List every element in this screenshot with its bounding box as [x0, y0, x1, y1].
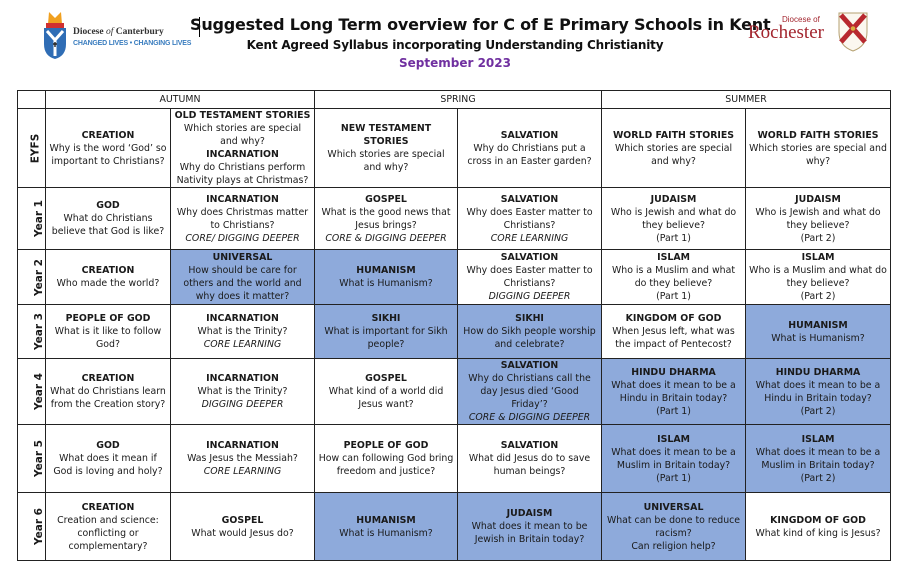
unit-question: What kind of a world did Jesus want? [328, 386, 444, 410]
table-row [18, 188, 891, 250]
unit-title: GOSPEL [365, 193, 407, 205]
unit-title: ISLAM [801, 252, 835, 263]
unit-title: KINGDOM OF GOD [770, 514, 866, 526]
table-row [18, 425, 891, 493]
year-label: Year 1 [33, 200, 45, 237]
unit-note: CORE & DIGGING DEEPER [325, 232, 447, 244]
unit-title: INCARNATION [206, 373, 279, 384]
unit-title: CREATION [81, 129, 135, 141]
unit-question: What did Jesus do to save human beings? [468, 453, 591, 477]
unit-question: Why do Christians perform Nativity plays at Christmas? [176, 162, 309, 186]
canterbury-name: Diocese of Canterbury [73, 27, 164, 37]
unit-title: CREATION [81, 501, 135, 513]
unit-cell [458, 493, 602, 561]
unit-cell [458, 188, 602, 250]
unit-note: CORE & DIGGING DEEPER [468, 412, 591, 423]
unit-question: Why does Easter matter to Christians? [466, 206, 593, 231]
unit-title: PEOPLE OF GOD [65, 313, 151, 324]
unit-cell [171, 359, 315, 425]
unit-cell [315, 109, 458, 188]
unit-cell [458, 250, 602, 305]
unit-part: (Part 1) [656, 291, 691, 302]
unit-note: DIGGING DEEPER [488, 291, 571, 302]
unit-title: HINDU DHARMA [631, 366, 716, 378]
unit-question: What is the Trinity? [197, 386, 288, 397]
corner-cell [18, 91, 46, 109]
unit-question: What do Christians learn from the Creation story? [50, 386, 166, 410]
year-label-cell [18, 305, 46, 359]
unit-question: How should be care for others and the world and why does it matter? [183, 265, 302, 302]
unit-cell [46, 493, 171, 561]
unit-part: (Part 1) [656, 405, 691, 417]
long-term-overview-table [17, 90, 891, 561]
unit-title: SIKHI [371, 313, 401, 324]
unit-part: (Part 2) [800, 405, 836, 417]
unit-question: Why is the word ‘God’ so important to Christians? [49, 142, 167, 167]
unit-cell [746, 359, 891, 425]
page-date: September 2023 [399, 56, 511, 70]
unit-title: KINGDOM OF GOD [625, 313, 722, 324]
table-row [18, 359, 891, 425]
unit-cell [46, 305, 171, 359]
unit-title: JUDAISM [506, 508, 553, 519]
unit-question: Who is a Muslim and what do they believe? [612, 265, 736, 289]
year-label-cell [18, 109, 46, 188]
table-row [18, 305, 891, 359]
canterbury-tagline: CHANGED LIVES • CHANGING LIVES [73, 40, 192, 47]
unit-title: SALVATION [500, 252, 559, 263]
unit-question: What is the good news that Jesus brings? [321, 206, 451, 231]
season-header-spring: SPRING [315, 91, 602, 109]
table-body [18, 109, 891, 561]
unit-title: CREATION [81, 373, 135, 384]
unit-question: Why do Christians call the day Jesus died ‘Good Friday’? [468, 373, 591, 410]
unit-title: INCARNATION [206, 313, 279, 324]
unit-cell [315, 188, 458, 250]
unit-part: (Part 2) [800, 472, 836, 484]
unit-question: Why does Easter matter to Christians? [466, 265, 593, 289]
unit-cell [315, 493, 458, 561]
year-label: Year 4 [33, 373, 45, 410]
unit-note: DIGGING DEEPER [201, 399, 284, 410]
year-label: Year 6 [33, 508, 45, 545]
unit-question: How do Sikh people worship and celebrate? [463, 326, 596, 350]
unit-note: CORE/ DIGGING DEEPER [185, 232, 300, 244]
season-header-autumn: AUTUMN [46, 91, 315, 109]
unit-cell [746, 188, 891, 250]
unit-cell [46, 109, 171, 188]
unit-cell [602, 493, 746, 561]
unit-title: INCARNATION [206, 193, 279, 205]
table-row [18, 109, 891, 188]
unit-cell [746, 109, 891, 188]
unit-title: SALVATION [500, 360, 559, 371]
table-row [18, 493, 891, 561]
year-label-cell [18, 493, 46, 561]
unit-title: GOD [96, 440, 120, 451]
unit-cell [46, 188, 171, 250]
page-subtitle: Kent Agreed Syllabus incorporating Understanding Christianity [246, 38, 664, 52]
rochester-small-text: Diocese of [782, 15, 820, 24]
unit-title: JUDAISM [650, 193, 697, 205]
year-label: EYFS [29, 133, 42, 163]
unit-question: Which stories are special and why? [327, 149, 445, 173]
unit-cell [602, 359, 746, 425]
unit-note: CORE LEARNING [203, 466, 282, 477]
unit-question: What is Humanism? [771, 332, 865, 344]
year-label-cell [18, 359, 46, 425]
unit-title: INCARNATION [206, 440, 279, 451]
unit-question: Which stories are special and why? [614, 142, 733, 167]
unit-title: JUDAISM [795, 193, 841, 205]
unit-cell [315, 305, 458, 359]
unit-cell [746, 493, 891, 561]
unit-question: Who made the world? [56, 278, 160, 289]
unit-cell [46, 425, 171, 493]
unit-question: Why do Christians put a cross in an Easter garden? [467, 142, 592, 167]
unit-title: HUMANISM [356, 265, 416, 276]
unit-title: GOD [96, 200, 120, 211]
unit-cell [458, 109, 602, 188]
unit-cell [315, 250, 458, 305]
unit-title: GOSPEL [221, 514, 264, 526]
unit-question: Who is a Muslim and what do they believe? [749, 265, 887, 289]
unit-question: What can be done to reduce racism? [606, 514, 741, 539]
diocese-of-canterbury-logo [40, 10, 192, 60]
unit-question: Creation and science: conflicting or complementary? [57, 514, 159, 552]
unit-question: Who is Jewish and what do they believe? [610, 206, 737, 231]
year-label: Year 5 [33, 440, 45, 477]
unit-cell [315, 425, 458, 493]
unit-cell [458, 305, 602, 359]
unit-question: What does it mean to be a Muslim in Britain today? [611, 446, 736, 471]
unit-question: What does it mean to be Jewish in Britain today? [471, 521, 588, 545]
unit-question: What is it like to follow God? [54, 326, 162, 350]
unit-cell [46, 359, 171, 425]
unit-title: SALVATION [500, 193, 559, 205]
unit-question: How can following God bring freedom and justice? [318, 453, 454, 477]
unit-title: SALVATION [500, 129, 559, 141]
unit-title: UNIVERSAL [643, 501, 704, 513]
unit-title: HINDU DHARMA [775, 366, 861, 378]
title-block [190, 14, 771, 72]
rochester-big-text: Rochester [748, 22, 824, 43]
unit-question: Why does Christmas matter to Christians? [176, 206, 309, 231]
year-label: Year 3 [33, 313, 45, 350]
unit-question: What is important for Sikh people? [324, 326, 448, 350]
unit-cell [315, 359, 458, 425]
unit-question: What is the Trinity? [197, 326, 288, 337]
unit-question: What does it mean to be a Hindu in Britain today? [611, 379, 736, 404]
document-header [0, 0, 904, 88]
year-label-cell [18, 188, 46, 250]
unit-question: What does it mean if God is loving and holy? [53, 453, 163, 477]
unit-cell [746, 425, 891, 493]
unit-question: Who is Jewish and what do they believe? [755, 206, 881, 231]
unit-cell [171, 493, 315, 561]
unit-note: CORE LEARNING [203, 339, 282, 350]
unit-question: What would Jesus do? [191, 527, 294, 539]
season-header-row [18, 91, 891, 109]
unit-cell [746, 250, 891, 305]
unit-cell [602, 250, 746, 305]
year-label-cell [18, 250, 46, 305]
unit-question: When Jesus left, what was the impact of Pentecost? [612, 326, 735, 350]
unit-note: CORE LEARNING [490, 232, 569, 244]
unit-title: PEOPLE OF GOD [343, 440, 429, 451]
unit-cell [458, 425, 602, 493]
unit-cell [171, 305, 315, 359]
unit-title: SIKHI [515, 313, 544, 324]
unit-cell [46, 250, 171, 305]
unit-question: What do Christians believe that God is like? [51, 213, 165, 237]
season-header-summer: SUMMER [602, 91, 891, 109]
unit-title: ISLAM [657, 252, 690, 263]
unit-cell [602, 188, 746, 250]
unit-title: UNIVERSAL [212, 252, 273, 263]
unit-cell [602, 425, 746, 493]
rochester-shield-icon [838, 12, 868, 52]
unit-title: HUMANISM [356, 514, 416, 526]
unit-question: What is Humanism? [339, 278, 433, 289]
unit-title: WORLD FAITH STORIES [612, 129, 735, 141]
unit-question: Which stories are special and why? [183, 123, 302, 147]
unit-question: What does it mean to be a Muslim in Britain today? [755, 446, 881, 471]
unit-question: What is Humanism? [339, 527, 433, 539]
diocese-of-rochester-logo [746, 12, 872, 56]
unit-title: ISLAM [801, 433, 835, 445]
unit-part: (Part 1) [656, 232, 691, 244]
unit-cell [602, 109, 746, 188]
unit-question: What kind of king is Jesus? [755, 527, 881, 539]
unit-cell [171, 188, 315, 250]
unit-cell [602, 305, 746, 359]
unit-cell [171, 425, 315, 493]
unit-part: (Part 1) [656, 472, 691, 484]
unit-question: Was Jesus the Messiah? [187, 453, 298, 464]
unit-question: What does it mean to be a Hindu in Britain today? [755, 379, 881, 404]
unit-title: CREATION [81, 265, 135, 276]
unit-cell [171, 250, 315, 305]
table-row [18, 250, 891, 305]
unit-cell [746, 305, 891, 359]
unit-title: GOSPEL [365, 373, 407, 384]
unit-question: Which stories are special and why? [749, 142, 887, 167]
unit-title: WORLD FAITH STORIES [757, 129, 879, 141]
year-label: Year 2 [33, 258, 45, 296]
unit-cell [171, 109, 315, 188]
unit-title: NEW TESTAMENT STORIES [340, 123, 432, 147]
unit-part: (Part 2) [800, 291, 836, 302]
canterbury-crest-icon [40, 10, 70, 60]
unit-cell [458, 359, 602, 425]
unit-title: INCARNATION [206, 149, 279, 160]
unit-part: Can religion help? [631, 540, 716, 552]
page-title: Suggested Long Term overview for C of E Primary Schools in Kent [190, 15, 771, 34]
unit-title: ISLAM [657, 433, 690, 445]
year-label-cell [18, 425, 46, 493]
unit-title: OLD TESTAMENT STORIES [174, 110, 311, 121]
unit-title: SALVATION [500, 440, 559, 451]
unit-part: (Part 2) [800, 232, 836, 244]
unit-title: HUMANISM [788, 319, 848, 331]
